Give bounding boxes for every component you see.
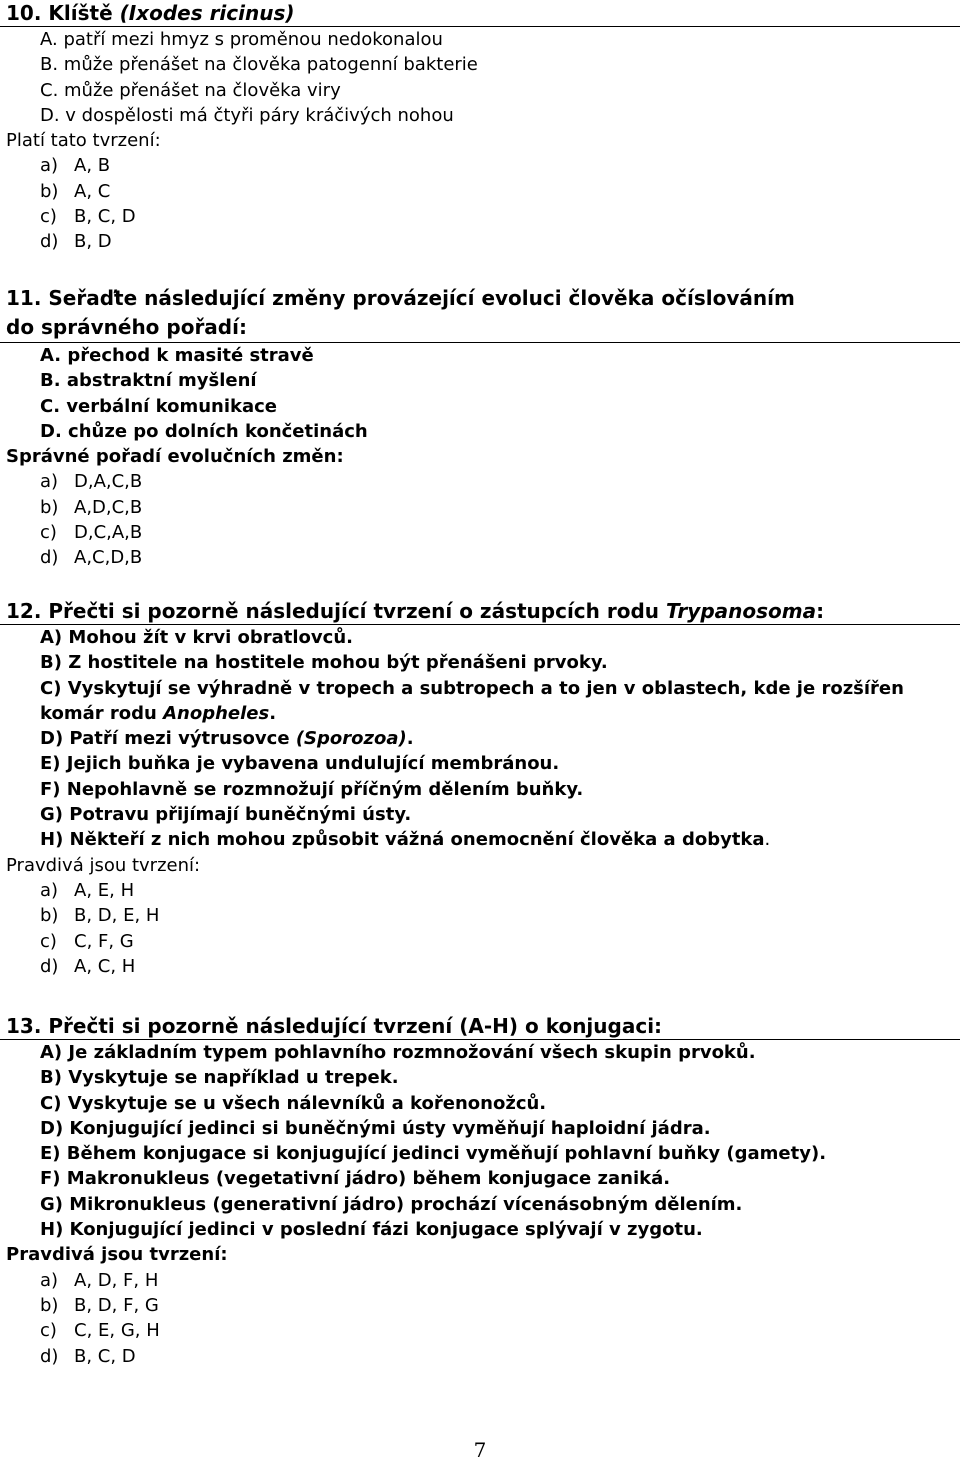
question-11-option-d[interactable] xyxy=(40,545,960,570)
option-text: B, D, E, H xyxy=(74,905,160,927)
option-text: A, D, F, H xyxy=(74,1269,159,1291)
question-13-title: 13. Přečti si pozorně následující tvrzení (A-H) o konjugaci: xyxy=(0,1013,960,1040)
question-13-option-a[interactable] xyxy=(40,1268,960,1293)
question-11-statement-c: C. verbální komunikace xyxy=(40,395,277,417)
option-letter: d) xyxy=(40,1345,59,1367)
question-10-statement-d: D. v dospělosti má čtyři páry kráčivých nohou xyxy=(40,104,454,126)
question-13-statement-c: C) Vyskytuje se u všech nálevníků a kořenonožců. xyxy=(40,1092,547,1114)
option-text: A, E, H xyxy=(74,879,135,901)
option-letter: a) xyxy=(40,879,59,901)
question-10-option-c[interactable] xyxy=(40,204,960,229)
question-10-title-species: (Ixodes ricinus) xyxy=(119,1,295,25)
option-letter: c) xyxy=(40,206,57,228)
question-11-title-line-1: 11. Seřaďte následující změny provázející evoluci člověka očíslováním xyxy=(6,286,795,310)
question-10-statement-a: A. patří mezi hmyz s proměnou nedokonalou xyxy=(40,29,443,50)
question-12-option-a[interactable] xyxy=(40,878,960,903)
option-text: A,D,C,B xyxy=(74,496,143,518)
option-letter: c) xyxy=(40,930,57,952)
option-letter: d) xyxy=(40,547,59,569)
option-text: B, D xyxy=(74,231,112,253)
question-12-statement-g: G) Potravu přijímají buněčnými ústy. xyxy=(40,804,412,826)
statement-c-period: . xyxy=(269,702,277,724)
statement-c-genus: Anopheles xyxy=(163,702,270,724)
question-12-statement-b: B) Z hostitele na hostitele mohou být přenášeni prvoky. xyxy=(40,652,608,674)
option-letter: c) xyxy=(40,522,57,544)
question-10-options xyxy=(0,153,960,254)
question-10-statement-c: C. může přenášet na člověka viry xyxy=(40,79,341,101)
question-10-option-a[interactable] xyxy=(40,153,960,178)
option-text: A,C,D,B xyxy=(74,547,143,569)
question-12-option-b[interactable] xyxy=(40,903,960,928)
question-10-option-d[interactable] xyxy=(40,229,960,254)
option-text: B, D, F, G xyxy=(74,1294,159,1316)
question-13-options xyxy=(0,1268,960,1369)
question-10-prompt: Platí tato tvrzení: xyxy=(6,130,161,152)
question-11-options xyxy=(0,469,960,570)
question-12-prompt: Pravdivá jsou tvrzení: xyxy=(6,854,201,876)
option-text: C, F, G xyxy=(74,930,134,952)
question-12-option-d[interactable] xyxy=(40,954,960,979)
question-13-option-b[interactable] xyxy=(40,1293,960,1318)
option-letter: b) xyxy=(40,496,59,518)
statement-d-period: . xyxy=(406,728,414,750)
question-11-title-line-2: do správného pořadí: xyxy=(6,315,247,339)
option-letter: a) xyxy=(40,1269,59,1291)
question-11-option-b[interactable] xyxy=(40,495,960,520)
question-12-statement-c xyxy=(0,676,960,727)
question-13-statement-g: G) Mikronukleus (generativní jádro) prochází vícenásobným dělením. xyxy=(40,1193,743,1215)
question-13 xyxy=(0,1013,960,1369)
option-letter: b) xyxy=(40,1294,59,1316)
question-12-statement-e: E) Jejich buňka je vybavena undulující membránou. xyxy=(40,753,560,775)
option-text: C, E, G, H xyxy=(74,1320,160,1342)
question-12-options xyxy=(0,878,960,979)
statement-c-text: C) Vyskytují se výhradně v tropech a subtropech a to jen v oblastech, kde je rozšířen komár rodu xyxy=(40,677,904,724)
question-12-title-text: 12. Přečti si pozorně následující tvrzení o zástupcích rodu xyxy=(6,599,666,623)
question-12-title-colon: : xyxy=(816,599,825,623)
option-text: D,A,C,B xyxy=(74,471,143,493)
option-letter: d) xyxy=(40,231,59,253)
question-10-statement-b: B. může přenášet na člověka patogenní bakterie xyxy=(40,54,478,76)
option-letter: b) xyxy=(40,180,59,202)
option-letter: b) xyxy=(40,905,59,927)
question-13-statement-d: D) Konjugující jedinci si buněčnými ústy vyměňují haploidní jádra. xyxy=(40,1117,711,1139)
option-text: A, B xyxy=(74,155,111,177)
statement-h-text: H) Někteří z nich mohou způsobit vážná onemocnění člověka a dobytka xyxy=(40,829,765,851)
question-13-statement-b: B) Vyskytuje se například u trepek. xyxy=(40,1067,399,1089)
question-11-prompt: Správné pořadí evolučních změn: xyxy=(6,446,344,468)
question-10-option-b[interactable] xyxy=(40,179,960,204)
option-letter: a) xyxy=(40,155,59,177)
option-text: A, C, H xyxy=(74,955,136,977)
question-13-option-d[interactable] xyxy=(40,1344,960,1369)
question-13-statement-a: A) Je základním typem pohlavního rozmnožování všech skupin prvoků. xyxy=(40,1042,756,1063)
page-number: 7 xyxy=(473,1438,487,1462)
statement-d-text: D) Patří mezi výtrusovce xyxy=(40,728,296,750)
option-text: B, C, D xyxy=(74,1345,136,1367)
statement-d-taxon: (Sporozoa) xyxy=(295,728,407,750)
question-10 xyxy=(0,0,960,255)
statement-h-period: . xyxy=(764,829,771,851)
question-11 xyxy=(0,284,960,571)
question-11-statement-d: D. chůze po dolních končetinách xyxy=(40,420,368,442)
question-12-statement-d xyxy=(0,726,960,751)
question-13-prompt: Pravdivá jsou tvrzení: xyxy=(6,1244,228,1266)
option-letter: d) xyxy=(40,955,59,977)
question-13-option-c[interactable] xyxy=(40,1318,960,1343)
question-10-title-text: 10. Klíště xyxy=(6,1,120,25)
question-13-statement-f: F) Makronukleus (vegetativní jádro) během konjugace zaniká. xyxy=(40,1168,671,1190)
question-11-statement-b: B. abstraktní myšlení xyxy=(40,370,257,392)
option-text: A, C xyxy=(74,180,111,202)
question-11-title xyxy=(0,284,960,343)
question-12 xyxy=(0,598,960,979)
question-12-statement-a: A) Mohou žít v krvi obratlovců. xyxy=(40,627,353,648)
question-11-statement-a: A. přechod k masité stravě xyxy=(40,345,314,366)
question-11-option-c[interactable] xyxy=(40,520,960,545)
option-text: B, C, D xyxy=(74,206,136,228)
option-letter: a) xyxy=(40,471,59,493)
question-10-title xyxy=(0,0,960,27)
question-12-statement-h xyxy=(0,827,960,852)
question-12-statement-f: F) Nepohlavně se rozmnožují příčným dělením buňky. xyxy=(40,778,584,800)
question-12-title-genus: Trypanosoma xyxy=(665,599,817,623)
option-letter: c) xyxy=(40,1320,57,1342)
question-13-statement-e: E) Během konjugace si konjugující jedinci vyměňují pohlavní buňky (gamety). xyxy=(40,1143,827,1165)
question-12-title xyxy=(0,598,960,625)
question-11-option-a[interactable] xyxy=(40,469,960,494)
question-13-statement-h: H) Konjugující jedinci v poslední fázi konjugace splývají v zygotu. xyxy=(40,1219,703,1241)
question-12-option-c[interactable] xyxy=(40,929,960,954)
option-text: D,C,A,B xyxy=(74,522,143,544)
